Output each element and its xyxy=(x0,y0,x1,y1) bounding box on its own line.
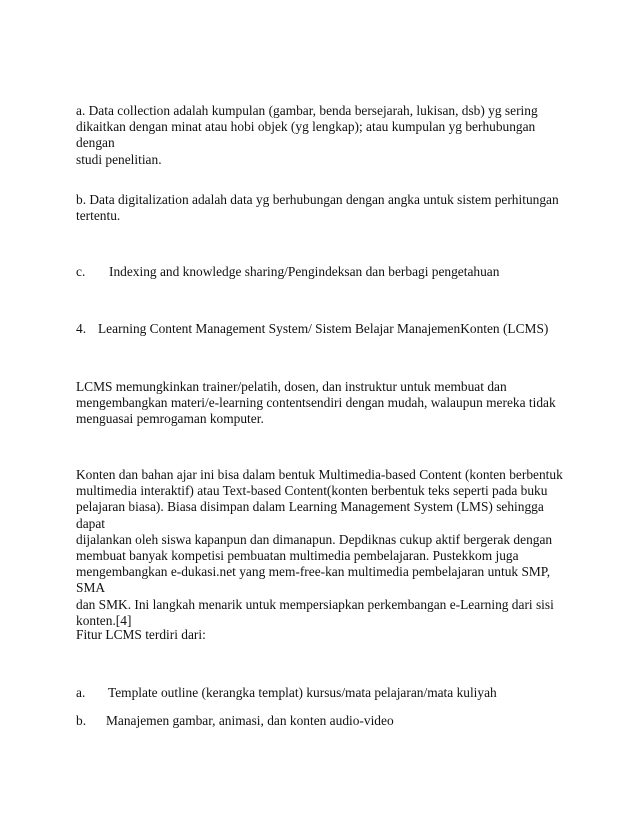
list-marker: c. xyxy=(76,264,86,279)
list-item-text: Indexing and knowledge sharing/Pengindeksan dan berbagi pengetahuan xyxy=(109,264,500,279)
paragraph-lcms-description: LCMS memungkinkan trainer/pelatih, dosen, dan instruktur untuk membuat dan mengembangkan materi/e-learning contentsendiri dengan mudah, walaupun mereka tidak menguasai pemrogaman komputer. xyxy=(76,379,556,427)
list-item-template-outline xyxy=(76,685,566,701)
section-heading-text: Learning Content Management System/ Sistem Belajar ManajemenKonten (LCMS) xyxy=(98,321,549,336)
paragraph-data-collection: a. Data collection adalah kumpulan (gambar, benda bersejarah, lukisan, dsb) yg sering dikaitkan dengan minat atau hobi objek (yg lengkap); atau kumpulan yg berhubungan dengan studi penelitian. xyxy=(76,103,538,167)
list-marker: a. xyxy=(76,685,86,700)
list-item-media-management xyxy=(76,713,566,729)
list-marker: b. xyxy=(76,713,87,728)
list-item-text: Manajemen gambar, animasi, dan konten audio-video xyxy=(106,713,394,728)
list-item-indexing xyxy=(76,264,566,280)
paragraph-konten: Konten dan bahan ajar ini bisa dalam bentuk Multimedia-based Content (konten berbentuk multimedia interaktif) atau Text-based Content(konten berbentuk teks seperti pada buku pelajaran biasa). Biasa disimpan dalam Learning Management System (LMS) sehingga dapat dijalankan oleh siswa kapanpun dan dimanapun. Depdiknas cukup aktif bergerak dengan membuat banyak kompetisi pembuatan multimedia pembelajaran. Pustekkom juga mengembangkan e-dukasi.net yang mem-free-kan multimedia pembelajaran untuk SMP, SMA dan SMK. Ini langkah menarik untuk mempersiapkan perkembangan e-Learning dari sisi konten.[4] xyxy=(76,467,563,628)
list-item-text: Template outline (kerangka templat) kursus/mata pelajaran/mata kuliyah xyxy=(108,685,497,700)
section-number: 4. xyxy=(76,321,87,336)
paragraph-data-digitalization: b. Data digitalization adalah data yg berhubungan dengan angka untuk sistem perhitungan tertentu. xyxy=(76,192,559,224)
section-heading-lcms xyxy=(76,321,566,337)
paragraph-fitur-lcms: Fitur LCMS terdiri dari: xyxy=(76,627,206,642)
